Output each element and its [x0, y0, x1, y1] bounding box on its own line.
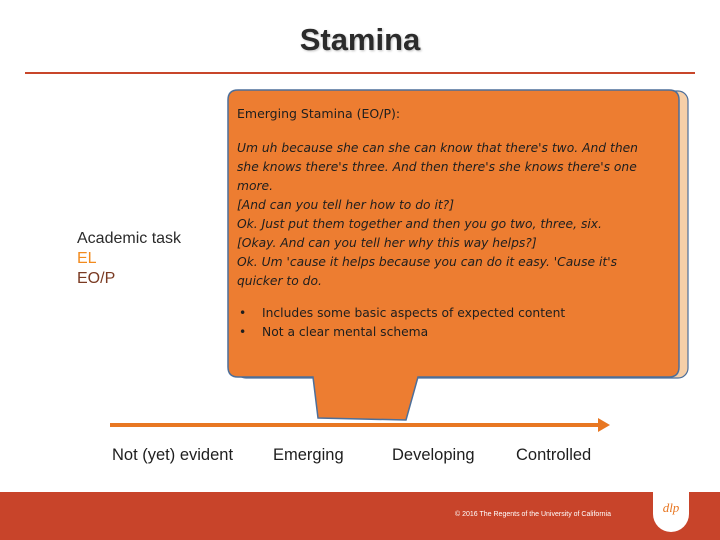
- slide-title: Stamina: [299, 22, 421, 57]
- quote-line: quicker to do.: [237, 274, 322, 288]
- callout-content: [237, 106, 667, 342]
- bullet-text: Not a clear mental schema: [262, 325, 429, 339]
- list-item: [237, 304, 667, 323]
- quote-line: more.: [237, 179, 274, 193]
- academic-task-text: Academic task: [77, 230, 182, 247]
- callout-heading: Emerging Stamina (EO/P):: [237, 106, 401, 121]
- eop-label: EO/P: [77, 270, 116, 287]
- scale-label-developing: Developing: [392, 446, 475, 464]
- bullet-list: [237, 304, 667, 342]
- bullet-text: Includes some basic aspects of expected content: [262, 306, 566, 320]
- list-item: [237, 323, 667, 342]
- scale-label-not-yet-evident: Not (yet) evident: [112, 446, 234, 464]
- logo-mark: dlp: [662, 500, 680, 515]
- logo: [653, 492, 689, 532]
- footer-bar: [0, 492, 720, 540]
- student-quote: [237, 139, 667, 291]
- quote-line: Ok. Just put them together and then you go two, three, six.: [237, 217, 602, 231]
- quote-line: Um uh because she can she can know that there's two. And then: [237, 141, 638, 155]
- quote-line: [Okay. And can you tell her why this way helps?]: [237, 236, 537, 250]
- quote-line: Ok. Um 'cause it helps because you can do it easy. 'Cause it's: [237, 255, 617, 269]
- bullet-icon: •: [239, 306, 247, 320]
- quote-line: [And can you tell her how to do it?]: [237, 198, 455, 212]
- copyright-text: © 2016 The Regents of the University of California: [455, 511, 611, 518]
- scale-arrow-icon: [598, 418, 610, 432]
- scale-label-emerging: Emerging: [273, 446, 344, 464]
- scale-line: [110, 423, 600, 427]
- bullet-icon: •: [239, 325, 247, 339]
- quote-line: she knows there's three. And then there's she knows there's one: [237, 160, 637, 174]
- el-label: EL: [77, 250, 97, 267]
- scale-label-controlled: Controlled: [516, 446, 592, 464]
